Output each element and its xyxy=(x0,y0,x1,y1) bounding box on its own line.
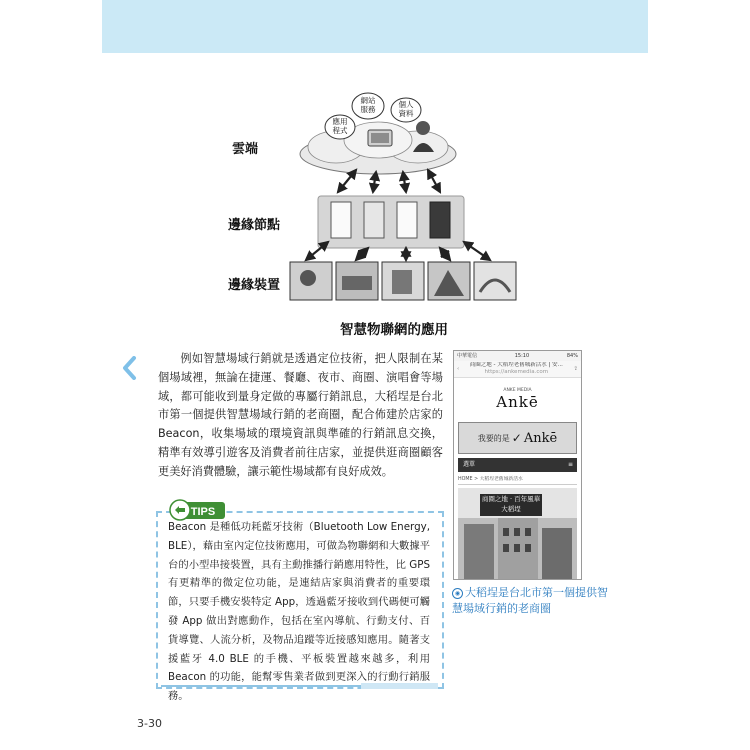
site-banner: 我要的是 ✓ Ankē xyxy=(458,422,577,454)
personal-label-line1: 個人 xyxy=(398,100,414,109)
time-label: 15:10 xyxy=(514,353,530,359)
tier-label-edge-device: 邊緣裝置 xyxy=(228,278,281,293)
personal-data-bubble xyxy=(391,98,421,122)
phone-status-bar xyxy=(454,351,581,361)
iot-architecture-diagram xyxy=(228,92,528,308)
tips-text: Beacon 是種低功耗藍牙技術（Bluetooth Low Energy, BLE），藉由室內定位技術應用，可做為物聯網和大數據平台的小型串接裝置，具有主動推播行銷應用特性，比 GPS 有更精準的微定位功能，是連結店家與消費者的重要環節，只要手機安裝特定 App，透過藍牙接收到代碼便可觸發 App 做出對應動作，包括在室內導航、行動支付、百貨導覽、人流分析，及物品追蹤等近接感知應用。隨著支援藍牙 4.0 BLE 的手機、平板裝置越來越多，利用 Beacon 的功能，能幫零售業者做到更深入的行動行銷服務。 xyxy=(168,521,430,703)
site-breadcrumb: HOME > 大稻埕老舊城新活水 xyxy=(458,475,577,485)
edge-device-images xyxy=(290,262,516,300)
website-service-bubble xyxy=(352,93,384,119)
header-band xyxy=(102,0,648,53)
app-label-line2: 程式 xyxy=(332,126,348,135)
page-title: 商圈之地 - 大稻埕老舊城新活水 | 安... xyxy=(469,362,563,368)
share-icon: ⇪ xyxy=(573,366,578,372)
app-label-line1: 應用 xyxy=(332,117,348,126)
tier-label-edge-node: 邊緣節點 xyxy=(228,218,281,233)
site-logo: ANKE MEDIA Ankē xyxy=(496,387,539,411)
hamburger-icon: ≡ xyxy=(567,461,573,468)
personal-label-line2: 資料 xyxy=(398,109,414,118)
phone-screenshot xyxy=(453,350,582,580)
back-icon: ‹ xyxy=(457,366,460,372)
chevron-left-icon[interactable] xyxy=(121,356,137,380)
website-label-line1: 網站 xyxy=(360,96,376,105)
menu-label: 選單 xyxy=(463,461,476,468)
phone-caption-text: 大稻埕是台北市第一個提供智慧場域行銷的老商圈 xyxy=(452,586,608,615)
phone-caption xyxy=(452,585,612,617)
street-photo xyxy=(458,488,577,580)
tips-bottom-decoration xyxy=(161,683,438,689)
application-bubble xyxy=(325,115,355,139)
site-menu-bar xyxy=(458,458,577,472)
page-url: https://ankemedia.com xyxy=(484,369,549,375)
body-paragraph: 例如智慧場域行銷就是透過定位技術，把人限制在某個場域裡，無論在捷運、餐廳、夜市、商圈、演唱會等場域，都可能收到量身定做的專屬行銷訊息，大稻埕是台北市第一個提供智慧場域行銷的老商圈，配合佈建於店家的 Beacon，收集場域的環境資訊與準確的行銷訊息交換，精準有效導引遊客及消費者前往店家，並提供逛商圈顧客更美好消費體驗，讓示範性場域都有良好成效。 xyxy=(158,352,443,478)
diagram-caption: 智慧物聯網的應用 xyxy=(340,322,448,338)
camera-icon: ◉ xyxy=(452,588,463,599)
carrier-label: 中華電信 xyxy=(457,353,478,359)
page-number: 3-30 xyxy=(137,717,162,730)
shop-sign: 商圈之地 · 百年風華大稻埕 xyxy=(480,494,542,516)
phone-address-bar xyxy=(454,361,581,378)
website-label-line2: 服務 xyxy=(360,105,376,114)
tier-label-cloud: 雲端 xyxy=(232,142,259,157)
battery-label: 84% xyxy=(566,353,578,359)
checkmark-icon: ✓ xyxy=(511,431,522,445)
tips-label: TIPS xyxy=(190,506,216,518)
edge-node-servers xyxy=(318,196,464,248)
